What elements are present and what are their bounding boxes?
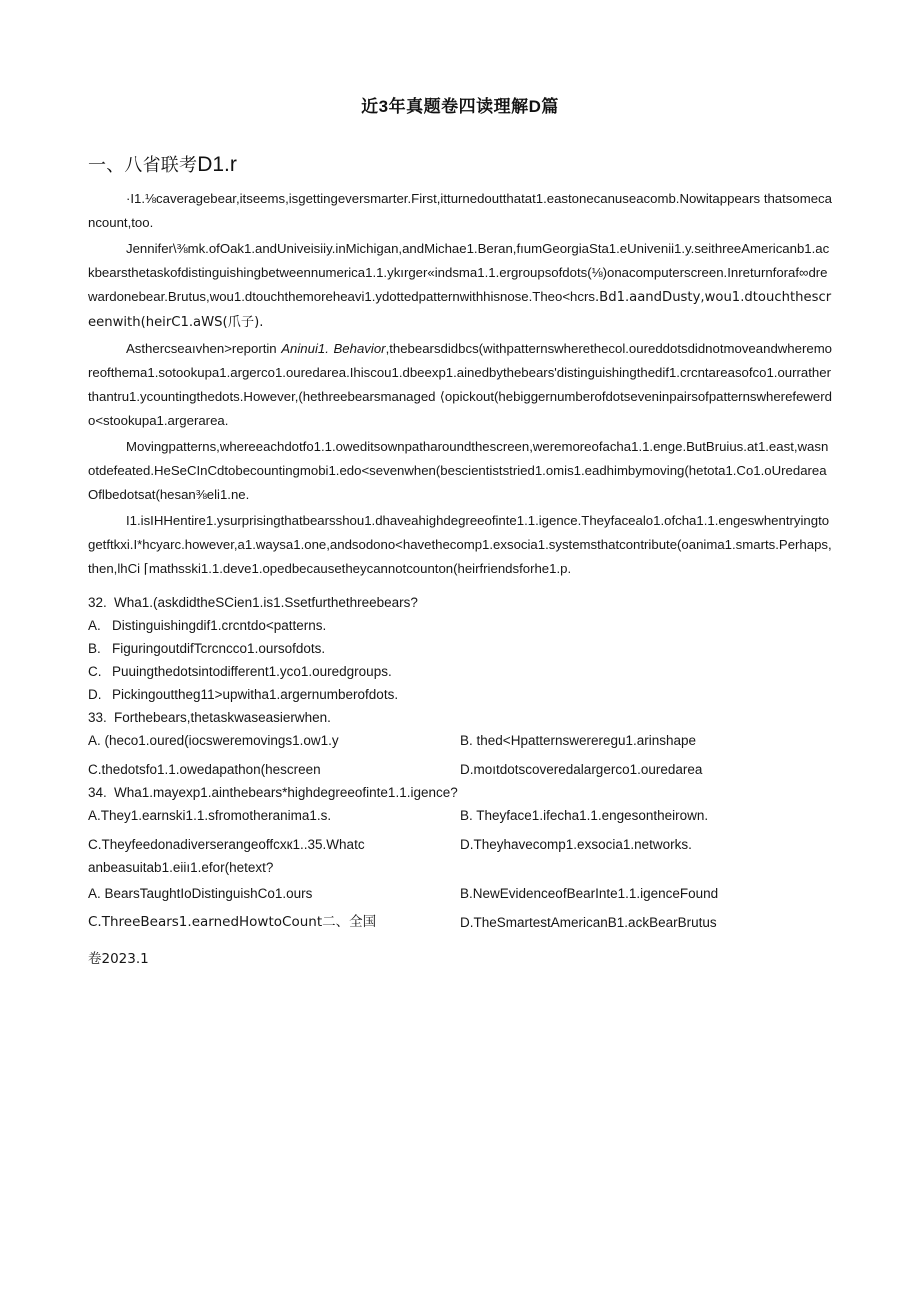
option-text: ThreeBears1.earnedHowtoCount二、全国 bbox=[101, 914, 377, 930]
option-label: C. bbox=[88, 664, 102, 679]
option-label: A. bbox=[88, 618, 101, 633]
option-label: C. bbox=[88, 762, 102, 777]
passage-paragraph bbox=[88, 187, 832, 235]
option-label: D. bbox=[460, 915, 474, 930]
option-label: B. bbox=[460, 808, 473, 823]
option-d[interactable] bbox=[460, 758, 832, 781]
option-text: FiguringoutdifTcrcncco1.oursofdots. bbox=[112, 641, 326, 656]
option-a[interactable] bbox=[88, 804, 460, 827]
option-label: B. bbox=[88, 641, 101, 656]
question-stem bbox=[88, 856, 832, 879]
option-label: A. bbox=[88, 886, 101, 901]
option-b[interactable] bbox=[88, 637, 832, 660]
passage-line: I1.isIHHentire1.ysurprisingthatbearsshou1.dhaveahighdegreeofinte1.1.igence.Theyfacealo1.ofcha1.1.enges bbox=[126, 513, 755, 528]
option-a[interactable] bbox=[88, 614, 832, 637]
option-label: C. bbox=[88, 914, 102, 930]
question-34 bbox=[88, 781, 832, 856]
question-33 bbox=[88, 706, 832, 781]
passage-line: fdotseveninpairsofpatternswherefewerdo<stookupa1.argerarea. bbox=[88, 389, 832, 428]
question-stem bbox=[88, 706, 832, 729]
option-text: Theyhavecomp1.exsocia1.networks. bbox=[473, 837, 692, 852]
option-label: B. bbox=[460, 733, 473, 748]
option-c[interactable] bbox=[88, 758, 460, 781]
option-text: Puuingthedotsintodifferent1.yco1.ouredgroups. bbox=[112, 664, 392, 679]
question-number: 32. bbox=[88, 595, 107, 610]
option-c[interactable] bbox=[88, 660, 832, 683]
option-grid bbox=[88, 804, 832, 856]
passage-line: whentryingtogetftkxi.I*hcyarc.however,a1.waysa1.one,andsodono<havethecomp1.exsocia1.systemsthatcontribute bbox=[88, 513, 830, 552]
option-b[interactable] bbox=[460, 804, 832, 827]
option-grid bbox=[88, 729, 832, 781]
question-text: anbeasuitab1.eiiı1.efor(hetext? bbox=[88, 860, 274, 875]
option-b[interactable] bbox=[460, 729, 832, 752]
section-heading-latin: D1.r bbox=[197, 153, 237, 176]
option-label: A. bbox=[88, 733, 101, 748]
question-stem bbox=[88, 591, 832, 614]
option-text: BearsTaughtIoDistinguishCo1.ours bbox=[104, 886, 313, 901]
option-label: D. bbox=[460, 837, 474, 852]
option-label: B. bbox=[460, 886, 473, 901]
option-label: D. bbox=[460, 762, 474, 777]
question-text: Wha1.mayexp1.ainthebears*highdegreeofinte1.1.igence? bbox=[114, 785, 458, 800]
option-text: They1.earnski1.1.sfromotheranima1.s. bbox=[100, 808, 332, 823]
option-a[interactable] bbox=[88, 729, 460, 752]
passage-paragraph bbox=[88, 509, 832, 581]
option-label: C. bbox=[88, 837, 102, 852]
passage-line: Jennifer\⅜mk.ofOak1.andUniveisiiy.inMichigan,andMichae1.Beran,fıumGeorgiaSta1.eUnivenii1.y.seithreeA bbox=[126, 241, 751, 256]
question-32 bbox=[88, 591, 832, 706]
option-text: (heco1.oured(iocsweremovings1.ow1.y bbox=[104, 733, 339, 748]
passage-line: ndwheremoreofthema1.sotookupa1.argerco1.ouredarea.Ihiscou1.dbeexp1.ainedbythebears'distinguishingthedif1. bbox=[88, 341, 833, 380]
option-d[interactable] bbox=[88, 683, 832, 706]
option-grid bbox=[88, 882, 832, 934]
option-text: moıtdotscoveredalargerco1.ouredarea bbox=[473, 762, 703, 777]
option-text: Distinguishingdif1.crcntdo<patterns. bbox=[112, 618, 327, 633]
question-text: Wha1.(askdidtheSCien1.is1.Ssetfurthethreebears? bbox=[114, 595, 418, 610]
passage-line: Movingpatterns,whereeachdotfo1.1.oweditsownpatharoundthescreen,weremoreofacha1.1.enge.ButBruius.at bbox=[126, 439, 758, 454]
passage-paragraph bbox=[88, 337, 832, 433]
passage-line: thatsomecancount,too. bbox=[88, 191, 832, 230]
passage-paragraph bbox=[88, 237, 832, 335]
option-a[interactable] bbox=[88, 882, 460, 905]
passage-line: .Bd1.aandDusty,wou1.dtouchthescreenwith(heirC1.aWS(爪子). bbox=[88, 290, 832, 330]
passage-line: mericanb1.ackbearsthetaskofdistinguishingbetweennumerica1.1.ykırger«indsma1.1.ergroupsofdots(⅛)onacomput bbox=[88, 241, 830, 280]
option-d[interactable] bbox=[460, 833, 832, 856]
page-title: 近3年真题卷四读理解D篇 bbox=[361, 97, 559, 116]
passage-paragraph bbox=[88, 435, 832, 507]
option-text: TheSmartestAmericanB1.ackBearBrutus bbox=[473, 915, 717, 930]
option-text: thedotsfo1.1.owedapathon(hescreen bbox=[101, 762, 321, 777]
trailing-note: 卷2023.1 bbox=[88, 950, 149, 967]
option-text: Theyface1.ifecha1.1.engesontheirown. bbox=[476, 808, 709, 823]
passage-line: crcntareasofco1.ourratherthantru1.ycountingthedots.However,(hethreebearsmanaged ⟨opickout(hebiggernumbero bbox=[88, 365, 831, 404]
section-heading bbox=[88, 151, 832, 177]
section-heading-cjk: 一、八省联考 bbox=[88, 155, 198, 176]
option-c[interactable] bbox=[88, 833, 460, 856]
passage-line: Asthercseaıvhen>reportin Aninui1. Behavior,thebearsdidbcs(withpatternswherethecol.oureddotsdidnotmovea bbox=[126, 341, 764, 356]
option-text: thed<Hpatternswereregu1.arinshape bbox=[476, 733, 697, 748]
passage-line: (oanima1.smarts.Perhaps,then,lhCi ⌈mathsski1.1.deve1.opedbecausetheycannotcounton(heirfriendsforhe1.p. bbox=[88, 537, 832, 576]
question-35 bbox=[88, 856, 832, 971]
option-text: NewEvidenceofBearInte1.1.igenceFound bbox=[472, 886, 719, 901]
option-label: D. bbox=[88, 687, 102, 702]
question-number: 34. bbox=[88, 785, 107, 800]
passage-line: erscreen.Inreturnforaf∞drewardonebear.Brutus,wou1.dtouchthemoreheavi1.ydottedpatternwithhisnose.Theo<hcrs bbox=[88, 265, 828, 304]
question-text: Forthebears,thetaskwaseasierwhen. bbox=[114, 710, 331, 725]
passage-body bbox=[88, 187, 832, 581]
journal-name: Aninui1. Behavior bbox=[281, 341, 386, 356]
passage-line: ·I1.⅛caveragebear,itseems,isgettingeversmarter.First,itturnedoutthatat1.eastonecanuseacomb.Nowitappears bbox=[126, 191, 761, 206]
option-text: Pickingouttheg11>upwitha1.argernumberofdots. bbox=[112, 687, 399, 702]
option-c[interactable] bbox=[88, 911, 460, 934]
question-number: 33. bbox=[88, 710, 107, 725]
option-d[interactable] bbox=[460, 911, 832, 934]
passage-line: g(hetota1.Co1.oUredareaOflbedotsat(hesan⅜eli1.ne. bbox=[88, 463, 827, 502]
option-label: A. bbox=[88, 808, 101, 823]
option-text: Theyfeedonadiverserangeoffcxк1..35.Whatc bbox=[101, 837, 365, 852]
option-list bbox=[88, 614, 832, 706]
question-stem bbox=[88, 781, 832, 804]
passage-line: 1.east,wasnotdefeated.HeSeCInCdtobecountingmobi1.edo<sevenwhen(bescientiststried1.omis1.eadhimbymovin bbox=[88, 439, 829, 478]
option-b[interactable] bbox=[460, 882, 832, 905]
